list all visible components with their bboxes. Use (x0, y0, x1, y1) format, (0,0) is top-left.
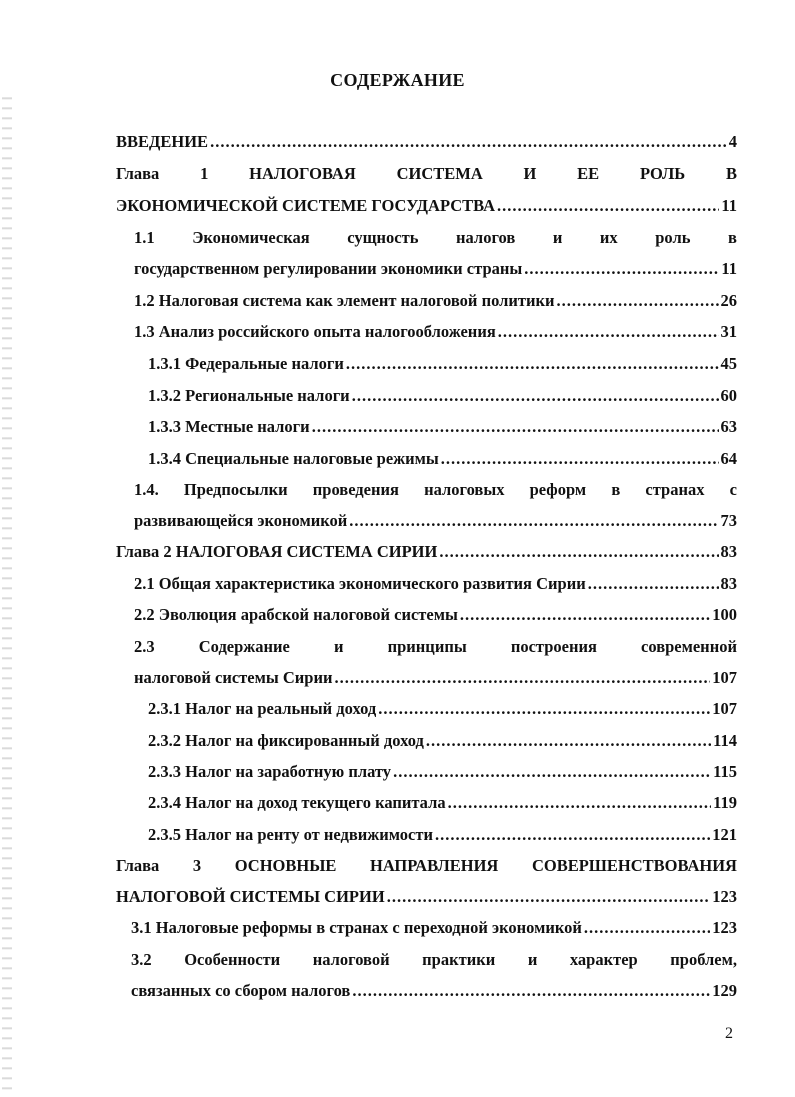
toc-entry-chapter-3-line-1[interactable] (116, 854, 737, 878)
toc-entry-text: 2.1 Общая характеристика экономического развития Сирии (134, 574, 586, 593)
word: СИСТЕМА (396, 164, 483, 183)
word: с (729, 480, 737, 499)
word: налоговой (312, 950, 390, 969)
word: проведения (312, 480, 399, 499)
dot-leader (557, 289, 719, 313)
word: странах (645, 480, 705, 499)
word: 3.2 (131, 950, 152, 969)
toc-page-number: 114 (713, 731, 737, 750)
toc-page-number: 107 (712, 699, 737, 718)
toc-entry-2-3-4[interactable] (148, 791, 737, 815)
toc-entry-text: 1.3.3 Местные налоги (148, 417, 310, 436)
toc-entry-chapter-3-line-2[interactable] (116, 885, 737, 909)
toc-entry-text: 1.3.1 Федеральные налоги (148, 354, 344, 373)
dot-leader (349, 509, 718, 533)
word: В (725, 164, 737, 183)
dot-leader (346, 352, 719, 376)
toc-entry-chapter-1-line-2[interactable] (116, 194, 737, 218)
dot-leader (435, 823, 710, 847)
toc-entry-text: государственном регулировании экономики страны (134, 259, 523, 278)
dot-leader (498, 320, 719, 344)
dot-leader (312, 415, 719, 439)
toc-entry-text: 2.3.3 Налог на заработную плату (148, 762, 392, 781)
dot-leader (426, 729, 711, 753)
page-title: СОДЕРЖАНИЕ (330, 70, 465, 90)
word: построения (510, 637, 597, 656)
toc-entry-3-2-line-1[interactable] (131, 948, 737, 972)
toc-page-number: 83 (720, 574, 737, 593)
dot-leader (352, 979, 710, 1003)
toc-entry-chapter-2[interactable] (116, 540, 737, 564)
word: ОСНОВНЫЕ (234, 856, 337, 875)
toc-page-number: 11 (721, 259, 737, 278)
dot-leader (387, 885, 711, 909)
toc-entry-1-3[interactable] (134, 320, 737, 344)
word: характер (569, 950, 638, 969)
word: Глава (116, 164, 160, 183)
word: роль (655, 228, 691, 247)
toc-entry-2-3-3[interactable] (148, 760, 737, 784)
dot-leader (378, 697, 710, 721)
word: Особенности (184, 950, 281, 969)
toc-entry-1-4-line-2[interactable] (134, 509, 737, 533)
toc-entry-text: 2.2 Эволюция арабской налоговой системы (134, 605, 458, 624)
toc-entry-2-3-1[interactable] (148, 697, 737, 721)
toc-entry-text: ВВЕДЕНИЕ (116, 132, 209, 151)
toc-page-number: 60 (720, 386, 737, 405)
toc-page-number: 45 (720, 354, 737, 373)
toc-entry-1-1-line-2[interactable] (134, 257, 737, 281)
toc-entry-text: 1.3.2 Региональные налоги (148, 386, 350, 405)
word: налогов (456, 228, 516, 247)
word: в (611, 480, 621, 499)
word: Содержание (198, 637, 290, 656)
word: НАПРАВЛЕНИЯ (370, 856, 499, 875)
toc-page-number: 121 (712, 825, 737, 844)
word: принципы (387, 637, 467, 656)
toc-entry-text: 2.3.1 Налог на реальный доход (148, 699, 377, 718)
word: и (552, 228, 563, 247)
toc-entry-text: 1.3.4 Специальные налоговые режимы (148, 449, 439, 468)
toc-page-number: 73 (720, 511, 737, 530)
dot-leader (441, 447, 719, 471)
word: НАЛОГОВАЯ (249, 164, 356, 183)
toc-page-number: 83 (720, 542, 737, 561)
dot-leader (210, 130, 727, 154)
toc-entry-2-1[interactable] (134, 572, 737, 596)
word: ЕЕ (577, 164, 600, 183)
word: практики (422, 950, 496, 969)
toc-entry-3-1[interactable] (131, 916, 737, 940)
toc-entry-text: 2.3.5 Налог на ренту от недвижимости (148, 825, 433, 844)
toc-entry-3-2-line-2[interactable] (131, 979, 737, 1003)
toc-entry-chapter-1-line-1[interactable] (116, 162, 737, 186)
word: СОВЕРШЕНСТВОВАНИЯ (531, 856, 737, 875)
toc-page-number: 107 (712, 668, 737, 687)
toc-entry-1-2[interactable] (134, 289, 737, 313)
toc-entry-text: ЭКОНОМИЧЕСКОЙ СИСТЕМЕ ГОСУДАРСТВА (116, 196, 496, 215)
toc-page-number: 123 (712, 887, 737, 906)
word: и (527, 950, 538, 969)
toc-entry-text: НАЛОГОВОЙ СИСТЕМЫ СИРИИ (116, 887, 385, 906)
toc-entry-text: связанных со сбором налогов (131, 981, 351, 1000)
toc-page-number: 119 (713, 793, 737, 812)
dot-leader (497, 194, 719, 218)
word: проблем, (670, 950, 737, 969)
toc-entry-1-3-4[interactable] (148, 447, 737, 471)
word: сущность (347, 228, 419, 247)
toc-page-number: 63 (720, 417, 737, 436)
dot-leader (584, 916, 710, 940)
toc-page-number: 115 (713, 762, 737, 781)
word: 1 (200, 164, 209, 183)
word: Экономическая (192, 228, 310, 247)
word: их (599, 228, 618, 247)
toc-entry-2-3-2[interactable] (148, 729, 737, 753)
toc-page-number: 123 (712, 918, 737, 937)
dot-leader (334, 666, 710, 690)
toc-entry-1-4-line-1[interactable] (134, 478, 737, 502)
word: налоговых (424, 480, 505, 499)
toc-entry-text: налоговой системы Сирии (134, 668, 333, 687)
dot-leader (588, 572, 719, 596)
toc-entry-intro[interactable] (116, 130, 737, 154)
word: и (333, 637, 344, 656)
toc-page-number: 11 (721, 196, 737, 215)
word: И (523, 164, 537, 183)
toc-entry-2-3-line-2[interactable] (134, 666, 737, 690)
toc-entry-text: 2.3.2 Налог на фиксированный доход (148, 731, 424, 750)
toc-entry-1-3-3[interactable] (148, 415, 737, 439)
word: Предпосылки (183, 480, 288, 499)
toc-entry-1-3-2[interactable] (148, 384, 737, 408)
dot-leader (393, 760, 711, 784)
toc-page-number: 64 (720, 449, 737, 468)
toc-entry-text: 2.3.4 Налог на доход текущего капитала (148, 793, 446, 812)
word: 2.3 (134, 637, 155, 656)
toc-page-number: 26 (720, 291, 737, 310)
toc-page-number: 100 (712, 605, 737, 624)
toc-page-number: 4 (728, 132, 737, 151)
toc-entry-2-3-line-1[interactable] (134, 635, 737, 659)
toc-entry-text: 1.3 Анализ российского опыта налогообложения (134, 322, 496, 341)
word: реформ (529, 480, 587, 499)
toc-entry-text: Глава 2 НАЛОГОВАЯ СИСТЕМА СИРИИ (116, 542, 438, 561)
toc-entry-1-3-1[interactable] (148, 352, 737, 376)
toc-page-number: 31 (720, 322, 737, 341)
toc-entry-text: развивающейся экономикой (134, 511, 348, 530)
page-number: 2 (725, 1025, 733, 1042)
word: 1.1 (134, 228, 155, 247)
word: Глава (116, 856, 160, 875)
toc-page-number: 129 (712, 981, 737, 1000)
toc-entry-text: 1.2 Налоговая система как элемент налоговой политики (134, 291, 555, 310)
toc-entry-2-2[interactable] (134, 603, 737, 627)
dot-leader (352, 384, 719, 408)
toc-entry-2-3-5[interactable] (148, 823, 737, 847)
dot-leader (460, 603, 710, 627)
toc-entry-1-1-line-1[interactable] (134, 226, 737, 250)
dot-leader (439, 540, 718, 564)
word: 3 (192, 856, 202, 875)
dot-leader (524, 257, 719, 281)
dot-leader (448, 791, 712, 815)
word: 1.4. (134, 480, 159, 499)
word: современной (641, 637, 737, 656)
word: в (728, 228, 737, 247)
word: РОЛЬ (639, 164, 686, 183)
toc-entry-text: 3.1 Налоговые реформы в странах с переходной экономикой (131, 918, 582, 937)
